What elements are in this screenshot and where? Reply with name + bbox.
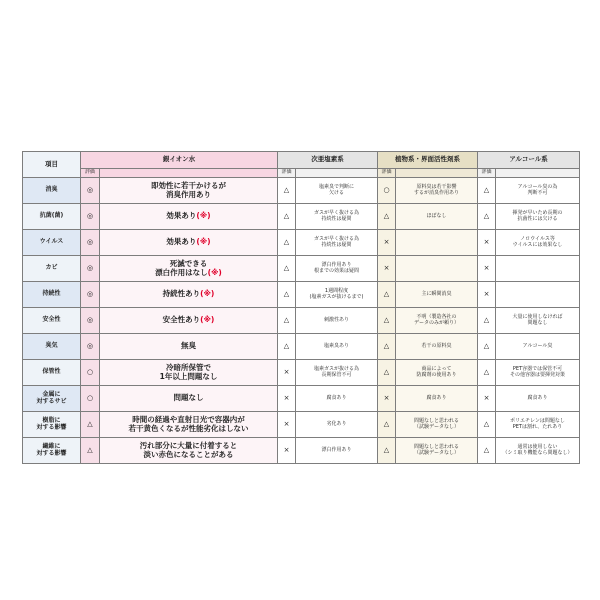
silver-rating: ○ — [81, 386, 100, 412]
plant-rating: △ — [378, 204, 396, 230]
chlorine-description: 塩素ガスが抜ける為 長期保管不可 — [296, 360, 378, 386]
alcohol-rating: × — [478, 256, 496, 282]
alcohol-description: アルコール臭 — [496, 334, 580, 360]
chlorine-header: 次亜塩素系 — [278, 152, 378, 169]
asterisk-note: (※) — [196, 237, 211, 247]
plant-description: 不明（製造各社の データのみが頼り） — [396, 308, 478, 334]
table-row — [23, 386, 580, 412]
silver-description — [100, 438, 278, 464]
chlorine-rating: △ — [278, 256, 296, 282]
chlorine-description: ガスが早く抜ける為 持続性は疑問 — [296, 204, 378, 230]
row-item-label: 保管性 — [23, 360, 81, 386]
silver-rating: ◎ — [81, 178, 100, 204]
silver-subheader-blank — [100, 169, 278, 178]
chlorine-description: 劣化あり — [296, 412, 378, 438]
plant-rating: × — [378, 386, 396, 412]
chlorine-rating-label: 評価 — [278, 169, 296, 178]
alcohol-description: 大量に使用しなければ 問題なし — [496, 308, 580, 334]
row-item-label: 臭気 — [23, 334, 81, 360]
alcohol-header: アルコール系 — [478, 152, 580, 169]
plant-description: 問題なしと思われる （試験データなし） — [396, 412, 478, 438]
chlorine-rating: × — [278, 360, 296, 386]
chlorine-description: 漂白作用あり 根までの効果は疑問 — [296, 256, 378, 282]
alcohol-description: アルコール臭の為 判断不可 — [496, 178, 580, 204]
silver-description — [100, 256, 278, 282]
plant-description — [396, 256, 478, 282]
alcohol-rating: △ — [478, 204, 496, 230]
alcohol-rating: △ — [478, 334, 496, 360]
table-row — [23, 334, 580, 360]
chlorine-subheader-blank — [296, 169, 378, 178]
chlorine-description: 塩素臭あり — [296, 334, 378, 360]
plant-rating: × — [378, 256, 396, 282]
alcohol-description: ノロウイルス等 ウイルスには効果なし — [496, 230, 580, 256]
alcohol-description: ポリエチレンは問題なし PETは割れ、たれあり — [496, 412, 580, 438]
silver-description-text: 無臭 — [181, 341, 196, 351]
silver-description — [100, 204, 278, 230]
alcohol-description — [496, 282, 580, 308]
silver-description-text: 問題なし — [173, 393, 204, 403]
plant-rating: △ — [378, 360, 396, 386]
chlorine-rating: × — [278, 386, 296, 412]
alcohol-rating: △ — [478, 438, 496, 464]
row-item-label: 持続性 — [23, 282, 81, 308]
chlorine-rating: △ — [278, 282, 296, 308]
alcohol-rating-label: 評価 — [478, 169, 496, 178]
silver-description — [100, 230, 278, 256]
table-row — [23, 438, 580, 464]
alcohol-rating: × — [478, 386, 496, 412]
alcohol-subheader-blank — [496, 169, 580, 178]
row-item-label: 抗菌(菌) — [23, 204, 81, 230]
chlorine-rating: × — [278, 438, 296, 464]
table-row — [23, 412, 580, 438]
silver-ion-header: 銀イオン水 — [81, 152, 278, 169]
plant-description: 問題なしと思われる （試験データなし） — [396, 438, 478, 464]
row-item-label: 金属に 対するサビ — [23, 386, 81, 412]
table-row — [23, 360, 580, 386]
silver-description-text: 即効性に若干かけるが 消臭作用あり — [151, 181, 226, 199]
alcohol-description: PET容器では保管不可 その他容器は要揮発対策 — [496, 360, 580, 386]
chlorine-description: 腐食あり — [296, 386, 378, 412]
row-item-label: カビ — [23, 256, 81, 282]
alcohol-description: 揮発が早いため長期の 抗菌性には欠ける — [496, 204, 580, 230]
silver-rating: ◎ — [81, 334, 100, 360]
plant-subheader-blank — [396, 169, 478, 178]
silver-description-text: 汚れ部分に大量に付着すると 淡い赤色になることがある — [139, 441, 238, 459]
alcohol-description: 腐食あり — [496, 386, 580, 412]
silver-description — [100, 360, 278, 386]
silver-description — [100, 412, 278, 438]
alcohol-description — [496, 256, 580, 282]
plant-rating: ○ — [378, 178, 396, 204]
header-row — [23, 152, 580, 169]
silver-rating: ◎ — [81, 230, 100, 256]
rating-subheader-row — [23, 169, 580, 178]
table-body — [23, 178, 580, 464]
chlorine-description: 1週間程度 (塩素ガスが抜けるまで) — [296, 282, 378, 308]
plant-rating: △ — [378, 282, 396, 308]
plant-rating: △ — [378, 308, 396, 334]
alcohol-description: 通常は使用しない （シミ取り機能なら問題なし） — [496, 438, 580, 464]
silver-description — [100, 282, 278, 308]
silver-description — [100, 334, 278, 360]
row-item-label: ウイルス — [23, 230, 81, 256]
row-item-label: 安全性 — [23, 308, 81, 334]
chlorine-description: ガスが早く抜ける為 持続性は疑問 — [296, 230, 378, 256]
silver-rating: △ — [81, 438, 100, 464]
alcohol-rating: △ — [478, 308, 496, 334]
plant-description: 商品によって 防腐剤の使用あり — [396, 360, 478, 386]
asterisk-note: (※) — [200, 289, 215, 299]
chlorine-rating: △ — [278, 230, 296, 256]
plant-description: ほぼなし — [396, 204, 478, 230]
alcohol-rating: △ — [478, 412, 496, 438]
plant-description: 若干の原料臭 — [396, 334, 478, 360]
chlorine-rating: △ — [278, 334, 296, 360]
plant-description: 腐食あり — [396, 386, 478, 412]
chlorine-description: 刺激性あり — [296, 308, 378, 334]
table-row — [23, 204, 580, 230]
silver-description-text: 持続性あり — [162, 289, 201, 299]
table-row — [23, 308, 580, 334]
plant-rating: × — [378, 230, 396, 256]
item-header: 項目 — [23, 152, 81, 178]
plant-surfactant-header: 植物系・界面活性剤系 — [378, 152, 478, 169]
silver-description-text: 時間の経過や直射日光で容器内が 若干黄色くなるが性能劣化はしない — [128, 415, 249, 433]
alcohol-rating: × — [478, 282, 496, 308]
chlorine-rating: △ — [278, 308, 296, 334]
silver-description — [100, 308, 278, 334]
row-item-label: 繊維に 対する影響 — [23, 438, 81, 464]
alcohol-rating: △ — [478, 360, 496, 386]
chlorine-rating: △ — [278, 204, 296, 230]
silver-description-text: 冷暗所保管で 1年以上問題なし — [159, 363, 218, 381]
plant-description: 原料臭は若干影響 するが消臭作用あり — [396, 178, 478, 204]
silver-rating: △ — [81, 412, 100, 438]
plant-description: 主に瞬間消臭 — [396, 282, 478, 308]
table-row — [23, 178, 580, 204]
silver-rating: ◎ — [81, 204, 100, 230]
silver-description-text: 安全性あり — [162, 315, 201, 325]
table-row — [23, 282, 580, 308]
asterisk-note: (※) — [200, 315, 215, 325]
table-row — [23, 256, 580, 282]
silver-description — [100, 386, 278, 412]
plant-rating: △ — [378, 334, 396, 360]
silver-rating: ◎ — [81, 308, 100, 334]
silver-rating: ◎ — [81, 256, 100, 282]
chlorine-rating: × — [278, 412, 296, 438]
silver-rating: ○ — [81, 360, 100, 386]
asterisk-note: (※) — [207, 267, 222, 277]
silver-rating: ◎ — [81, 282, 100, 308]
chlorine-description: 塩素臭で判断に 欠ける — [296, 178, 378, 204]
plant-rating: △ — [378, 412, 396, 438]
plant-rating: △ — [378, 438, 396, 464]
table-row — [23, 230, 580, 256]
silver-description — [100, 178, 278, 204]
comparison-table — [22, 151, 580, 464]
silver-rating-label: 評価 — [81, 169, 100, 178]
silver-description-text: 死滅できる 漂白作用はなし — [155, 259, 208, 277]
asterisk-note: (※) — [196, 211, 211, 221]
plant-rating-label: 評価 — [378, 169, 396, 178]
alcohol-rating: × — [478, 230, 496, 256]
plant-description — [396, 230, 478, 256]
chlorine-description: 漂白作用あり — [296, 438, 378, 464]
silver-description-text: 効果あり — [166, 211, 197, 221]
silver-description-text: 効果あり — [166, 237, 197, 247]
row-item-label: 消臭 — [23, 178, 81, 204]
row-item-label: 樹脂に 対する影響 — [23, 412, 81, 438]
alcohol-rating: △ — [478, 178, 496, 204]
chlorine-rating: △ — [278, 178, 296, 204]
